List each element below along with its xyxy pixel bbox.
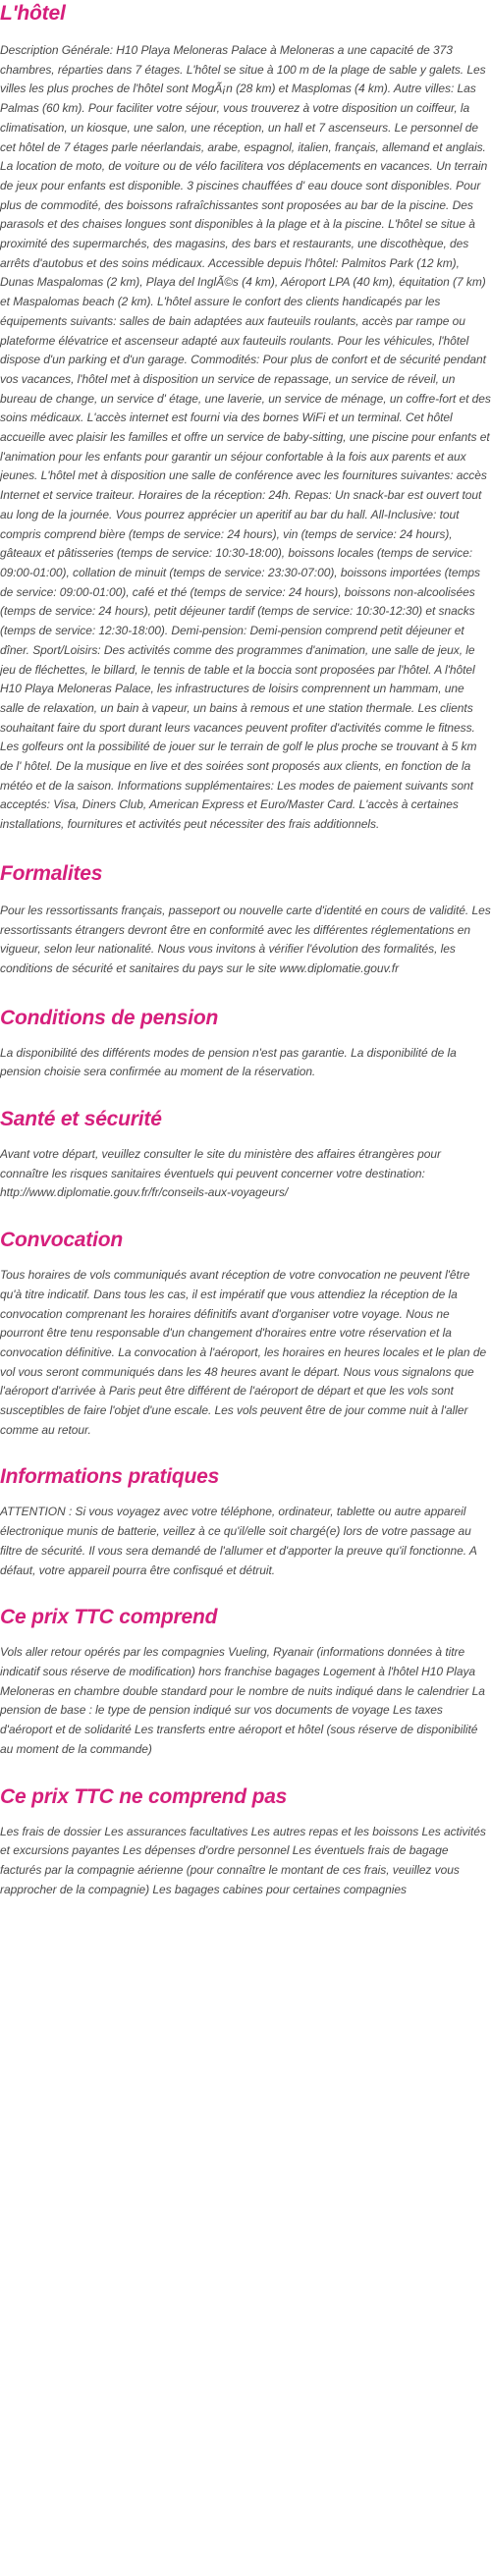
section-title-formalites: Formalites	[0, 861, 103, 885]
section-convocation	[0, 1227, 491, 1440]
section-prix-ne-comprend-pas	[0, 1783, 491, 1900]
section-title-hotel: L'hôtel	[0, 2, 66, 25]
section-body-convocation: Tous horaires de vols communiqués avant réception de votre convocation ne peuvent l'être qu'à titre indicatif. Dans tous les cas, il est impératif que vous attendiez la réception de la convocation comprenant les horaires définitifs avant d'organiser votre voyage. Nous ne pourront être tenu responsable d'un changement d'horaires entre votre réservation et la convocation définitive. La convocation à l'aéroport, les horaires en heures locales et le plan de vol vous seront communiqués dans les 48 heures avant le départ. Nous vous signalons que l'aéroport d'arrivée à Paris peut être différent de l'aéroport de départ et que les vols sont susceptibles de faire l'objet d'une escale. Les vols peuvent être de jour comme nuit à l'aller comme au retour.	[0, 1268, 487, 1437]
section-title-convocation: Convocation	[0, 1229, 123, 1252]
section-formalites	[0, 860, 491, 979]
section-infos-pratiques	[0, 1463, 491, 1580]
section-title-pension: Conditions de pension	[0, 1006, 219, 1029]
section-body-formalites: Pour les ressortissants français, passeport ou nouvelle carte d'identité en cours de validité. Les ressortissants étrangers devront être en conformité avec les différentes réglementations en vigueur, selon leur nationalité. Nous vous invitons à vérifier l'évolution des formalités, les conditions de sécurité et sanitaires du pays sur le site www.diplomatie.gouv.fr	[0, 903, 491, 975]
section-title-sante: Santé et sécurité	[0, 1108, 162, 1131]
section-body-infos-pratiques: ATTENTION : Si vous voyagez avec votre téléphone, ordinateur, tablette ou autre appareil électronique munis de batterie, veillez à ce qu'il/elle soit chargé(e) lors de votre passage au filtre de sécurité. Il vous sera demandé de l'allumer et d'apporter la preuve qu'il fonctionne. A défaut, votre appareil pourra être confisqué et détruit.	[0, 1505, 477, 1577]
section-body-prix-comprend: Vols aller retour opérés par les compagnies Vueling, Ryanair (informations données à titre indicatif sous réserve de modification) hors franchise bagages Logement à l'hôtel H10 Playa Meloneras en chambre double standard pour le nombre de nuits indiqué dans le calendrier La pension de base : le type de pension indiqué sur vos documents de voyage Les taxes d'aéroport et de solidarité Les transferts entre aéroport et hôtel (sous réserve de disponibilité au moment de la commande)	[0, 1645, 485, 1756]
section-title-infos-pratiques: Informations pratiques	[0, 1465, 220, 1489]
section-sante	[0, 1106, 491, 1203]
section-title-prix-comprend: Ce prix TTC comprend	[0, 1606, 218, 1629]
section-hotel	[0, 0, 491, 835]
section-body-pension: La disponibilité des différents modes de pension n'est pas garantie. La disponibilité de la pension choisie sera confirmée au moment de la réservation.	[0, 1045, 457, 1079]
section-title-prix-ne-comprend-pas: Ce prix TTC ne comprend pas	[0, 1784, 288, 1808]
section-prix-comprend	[0, 1604, 491, 1759]
section-pension	[0, 1005, 491, 1082]
section-body-hotel: Description Générale: H10 Playa Meloneras Palace à Meloneras a une capacité de 373 chambres, réparties dans 7 étages. L'hôtel se situe à 100 m de la plage de sable y galets. Les villes les plus proches de l'hôtel sont MogÃ¡n (28 km) et Masplomas (4 km). Autre villes: Las Palmas (60 km). Pour faciliter votre séjour, vous trouverez à votre disposition un coiffeur, la climatisation, un kiosque, une salon, une réception, un hall et 7 ascenseurs. Le personnel de cet hôtel de 7 étages parle néerlandais, arabe, espagnol, italien, français, allemand et anglais. La location de moto, de voiture ou de vélo facilitera vos déplacements en vacances. Un terrain de jeux pour enfants est disponible. 3 piscines chauffées d' eau douce sont disponibles. Pour plus de commodité, des boissons rafraîchissantes sont proposées au bar de la piscine. Des parasols et des chaises longues sont disponibles à la plage et à la piscine. L'hôtel se situe à proximité des supermarchés, des magasins, des bars et restaurants, une discothèque, des arrêts d'autobus et des soins médicaux. Accessible depuis l'hôtel: Palmitos Park (12 km), Dunas Maspalomas (2 km), Playa del InglÃ©s (4 km), Aéroport LPA (40 km), équitation (7 km) et Maspalomas beach (2 km). L'hôtel assure le confort des clients handicapés par les équipements suivants: salles de bain adaptées aux fauteuils roulants, accès par rampe ou plateforme élévatrice et ascenseur adapté aux fauteuils roulants. Pour les véhicules, l'hôtel dispose d'un parking et d'un garage. Commodités: Pour plus de confort et de sécurité pendant vos vacances, l'hôtel met à disposition un service de repassage, un service de réveil, un bureau de change, un service d' étage, une laverie, un service de ménage, un coffre-fort et des soins médicaux. L'accès internet est fourni via des bornes WiFi et un terminal. Cet hôtel accueille avec plaisir les familles et offre un service de baby-sitting, une piscine pour enfants et l'animation pour les enfants pour garantir un séjour confortable à la fois aux parents et aux jeunes. L'hôtel met à disposition une salle de conférence avec les fournitures suivantes: accès Internet et service traiteur. Horaires de la réception: 24h. Repas: Un snack-bar est ouvert tout au long de la journée. Vous pourrez apprécier un aperitif au bar du hall. All-Inclusive: tout compris comprend bière (temps de service: 24 hours), vin (temps de service: 24 hours), gâteaux et pâtisseries (temps de service: 10:30-18:00), boissons locales (temps de service: 09:00-01:00), collation de minuit (temps de service: 23:30-07:00), boissons importées (temps de service: 09:00-01:00), café et thé (temps de service: 24 hours), boissons non-alcoolisées (temps de service: 24 hours), petit déjeuner tardif (temps de service: 10:30-12:30) et snacks (temps de service: 12:30-18:00). Demi-pension: Demi-pension comprend petit déjeuner et dîner. Sport/Loisirs: Des activités comme des programmes d'animation, une salle de jeux, le jeu de fléchettes, le billard, le tennis de table et la boccia sont proposées par l'hôtel. A l'hôtel H10 Playa Meloneras Palace, les infrastructures de loisirs comprennent un hammam, une salle de relaxation, un bain à vapeur, un bains à remous et une station thermale. Les clients souhaitant faire du sport durant leurs vacances peuvent profiter d'activités comme le fitness. Les golfeurs ont la possibilité de jouer sur le terrain de golf le plus proche se trouvant à 5 km de l' hôtel. De la musique en live et des soirées sont proposés aux clients, en fonction de la météo et de la saison. Informations supplémentaires: Les modes de paiement suivants sont acceptés: Visa, Diners Club, American Express et Euro/Master Card. L'accès à certaines installations, fournitures et activités peut nécessiter des frais additionnels.	[0, 43, 491, 832]
section-body-prix-ne-comprend-pas: Les frais de dossier Les assurances facultatives Les autres repas et les boissons Les activités et excursions payantes Les dépenses d'ordre personnel Les éventuels frais de bagage facturés par la compagnie aérienne (pour connaître le montant de ces frais, veuillez vous rapprocher de la compagnie) Les bagages cabines pour certaines compagnies	[0, 1824, 486, 1896]
section-body-sante: Avant votre départ, veuillez consulter le site du ministère des affaires étrangères pour connaître les risques sanitaires éventuels qui peuvent concerner votre destination: http://www.diplomatie.gouv.fr/fr/conseils-aux-voyageurs/	[0, 1147, 441, 1200]
